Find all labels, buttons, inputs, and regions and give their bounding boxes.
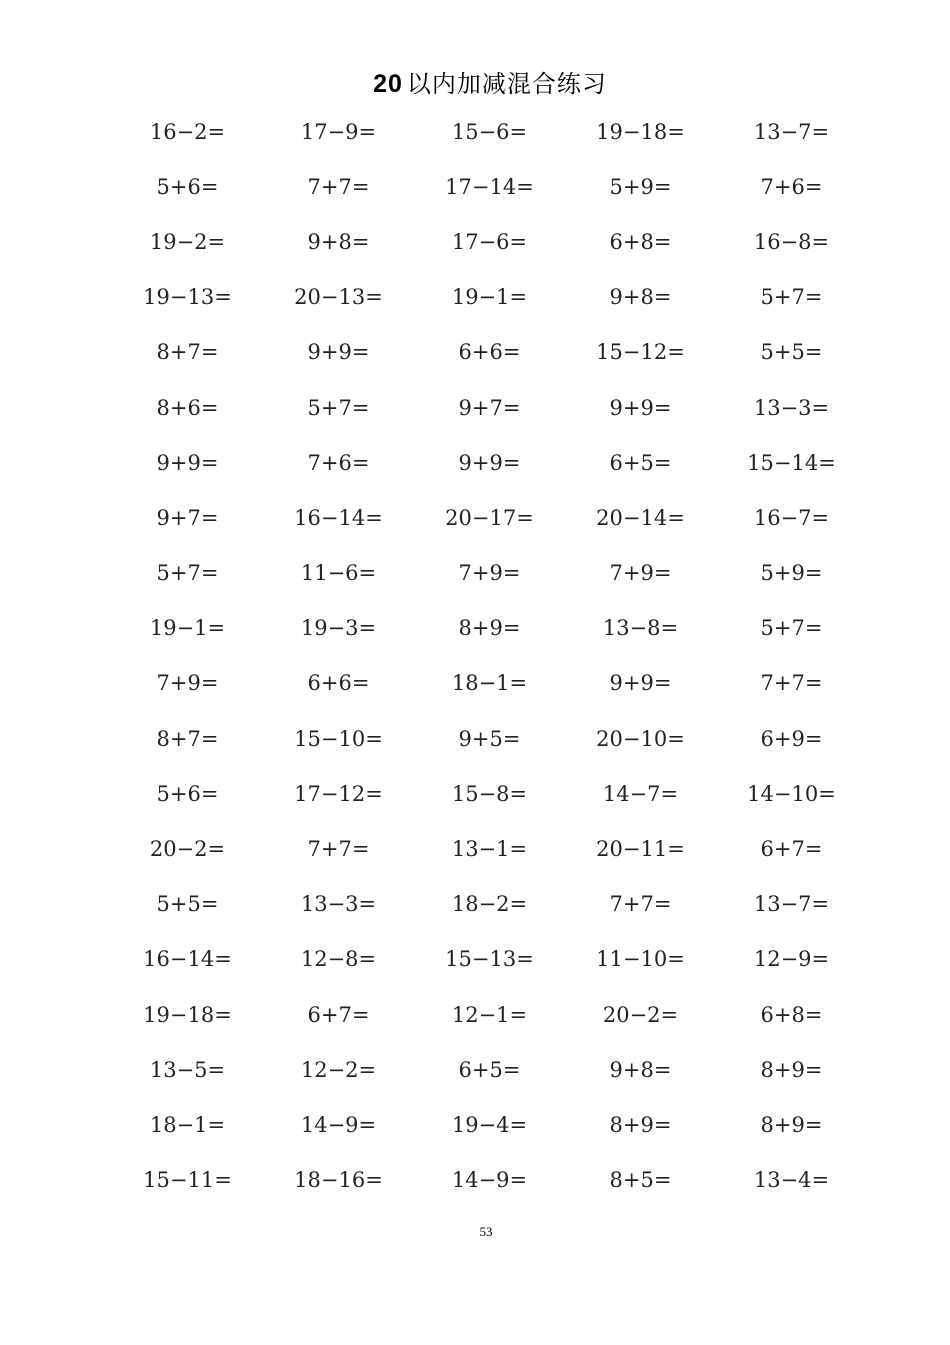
- problem-cell: 5+7=: [760, 285, 823, 310]
- problem-cell: 9+8=: [609, 285, 672, 310]
- page-number: 53: [479, 1224, 493, 1239]
- problem-cell: 19−2=: [149, 229, 226, 254]
- problem-cell: 7+9=: [458, 561, 521, 586]
- problem-cell: 6+7=: [760, 837, 823, 862]
- title-text: 以内加减混合练习: [406, 70, 607, 99]
- problem-cell: 5+5=: [760, 340, 823, 365]
- problem-cell: 15−14=: [747, 450, 836, 475]
- problem-cell: 19−3=: [300, 616, 377, 641]
- problem-cell: 6+6=: [458, 340, 521, 365]
- problem-cell: 5+5=: [156, 892, 219, 917]
- problem-cell: 16−2=: [149, 119, 226, 144]
- problem-cell: 12−2=: [300, 1057, 377, 1082]
- problem-cell: 11−10=: [596, 947, 685, 972]
- problem-cell: 20−13=: [294, 285, 383, 310]
- problem-cell: 8+9=: [760, 1112, 823, 1137]
- problem-cell: 5+9=: [760, 561, 823, 586]
- problem-cell: 9+5=: [458, 726, 521, 751]
- problem-cell: 13−8=: [602, 616, 679, 641]
- problem-cell: 19−18=: [143, 1002, 232, 1027]
- problem-cell: 15−13=: [445, 947, 534, 972]
- problem-cell: 15−11=: [143, 1168, 232, 1193]
- problem-cell: 5+7=: [760, 616, 823, 641]
- problem-cell: 16−14=: [294, 505, 383, 530]
- problem-cell: 15−10=: [294, 726, 383, 751]
- problem-cell: 9+9=: [609, 395, 672, 420]
- problem-cell: 6+8=: [609, 229, 672, 254]
- problem-cell: 5+9=: [609, 174, 672, 199]
- problem-cell: 16−8=: [753, 229, 830, 254]
- problem-cell: 7+7=: [307, 174, 370, 199]
- problem-cell: 14−9=: [451, 1168, 528, 1193]
- problem-cell: 12−9=: [753, 947, 830, 972]
- problem-cell: 12−1=: [451, 1002, 528, 1027]
- problem-cell: 6+7=: [307, 1002, 370, 1027]
- problem-cell: 14−9=: [300, 1112, 377, 1137]
- problem-cell: 7+7=: [307, 837, 370, 862]
- problem-cell: 20−10=: [596, 726, 685, 751]
- problem-cell: 7+9=: [609, 561, 672, 586]
- problem-cell: 9+7=: [458, 395, 521, 420]
- problem-cell: 9+8=: [307, 229, 370, 254]
- problem-cell: 6+9=: [760, 726, 823, 751]
- problem-cell: 15−12=: [596, 340, 685, 365]
- problem-cell: 18−1=: [149, 1112, 226, 1137]
- problem-cell: 5+6=: [156, 781, 219, 806]
- problem-cell: 6+5=: [609, 450, 672, 475]
- problem-cell: 18−2=: [451, 892, 528, 917]
- problem-cell: 18−16=: [294, 1168, 383, 1193]
- problem-cell: 8+6=: [156, 395, 219, 420]
- problem-cell: 19−1=: [451, 285, 528, 310]
- problem-cell: 19−4=: [451, 1112, 528, 1137]
- problem-cell: 13−5=: [149, 1057, 226, 1082]
- problem-cell: 5+7=: [156, 561, 219, 586]
- problem-cell: 5+6=: [156, 174, 219, 199]
- problem-cell: 8+9=: [458, 616, 521, 641]
- problem-cell: 13−3=: [300, 892, 377, 917]
- problem-cell: 11−6=: [300, 561, 377, 586]
- problem-cell: 17−14=: [445, 174, 534, 199]
- problem-cell: 16−14=: [143, 947, 232, 972]
- problem-cell: 6+6=: [307, 671, 370, 696]
- problem-cell: 13−7=: [753, 119, 830, 144]
- problem-cell: 8+9=: [609, 1112, 672, 1137]
- problem-cell: 17−6=: [451, 229, 528, 254]
- problem-cell: 16−7=: [753, 505, 830, 530]
- problem-cell: 9+9=: [609, 671, 672, 696]
- problem-cell: 8+5=: [609, 1168, 672, 1193]
- problem-cell: 14−7=: [602, 781, 679, 806]
- problem-cell: 9+9=: [156, 450, 219, 475]
- problem-cell: 8+7=: [156, 726, 219, 751]
- problem-cell: 7+6=: [307, 450, 370, 475]
- problem-cell: 6+5=: [458, 1057, 521, 1082]
- problem-cell: 7+9=: [156, 671, 219, 696]
- problem-grid: [112, 104, 868, 1208]
- title-number: 20: [373, 70, 403, 99]
- problem-cell: 14−10=: [747, 781, 836, 806]
- problem-cell: 7+6=: [760, 174, 823, 199]
- problem-cell: 19−18=: [596, 119, 685, 144]
- problem-cell: 15−8=: [451, 781, 528, 806]
- problem-cell: 9+9=: [307, 340, 370, 365]
- problem-cell: 7+7=: [609, 892, 672, 917]
- page-title: [0, 64, 950, 99]
- problem-cell: 20−14=: [596, 505, 685, 530]
- problem-cell: 17−12=: [294, 781, 383, 806]
- problem-cell: 6+8=: [760, 1002, 823, 1027]
- problem-cell: 17−9=: [300, 119, 377, 144]
- problem-cell: 13−3=: [753, 395, 830, 420]
- problem-cell: 8+7=: [156, 340, 219, 365]
- problem-cell: 7+7=: [760, 671, 823, 696]
- problem-cell: 5+7=: [307, 395, 370, 420]
- problem-cell: 20−11=: [596, 837, 685, 862]
- problem-cell: 9+8=: [609, 1057, 672, 1082]
- problem-cell: 13−7=: [753, 892, 830, 917]
- problem-cell: 19−1=: [149, 616, 226, 641]
- problem-cell: 15−6=: [451, 119, 528, 144]
- problem-cell: 18−1=: [451, 671, 528, 696]
- problem-cell: 13−4=: [753, 1168, 830, 1193]
- problem-cell: 19−13=: [143, 285, 232, 310]
- problem-cell: 12−8=: [300, 947, 377, 972]
- problem-cell: 9+9=: [458, 450, 521, 475]
- problem-cell: 20−2=: [602, 1002, 679, 1027]
- problem-cell: 13−1=: [451, 837, 528, 862]
- problem-cell: 8+9=: [760, 1057, 823, 1082]
- problem-cell: 9+7=: [156, 505, 219, 530]
- problem-cell: 20−17=: [445, 505, 534, 530]
- problem-cell: 20−2=: [149, 837, 226, 862]
